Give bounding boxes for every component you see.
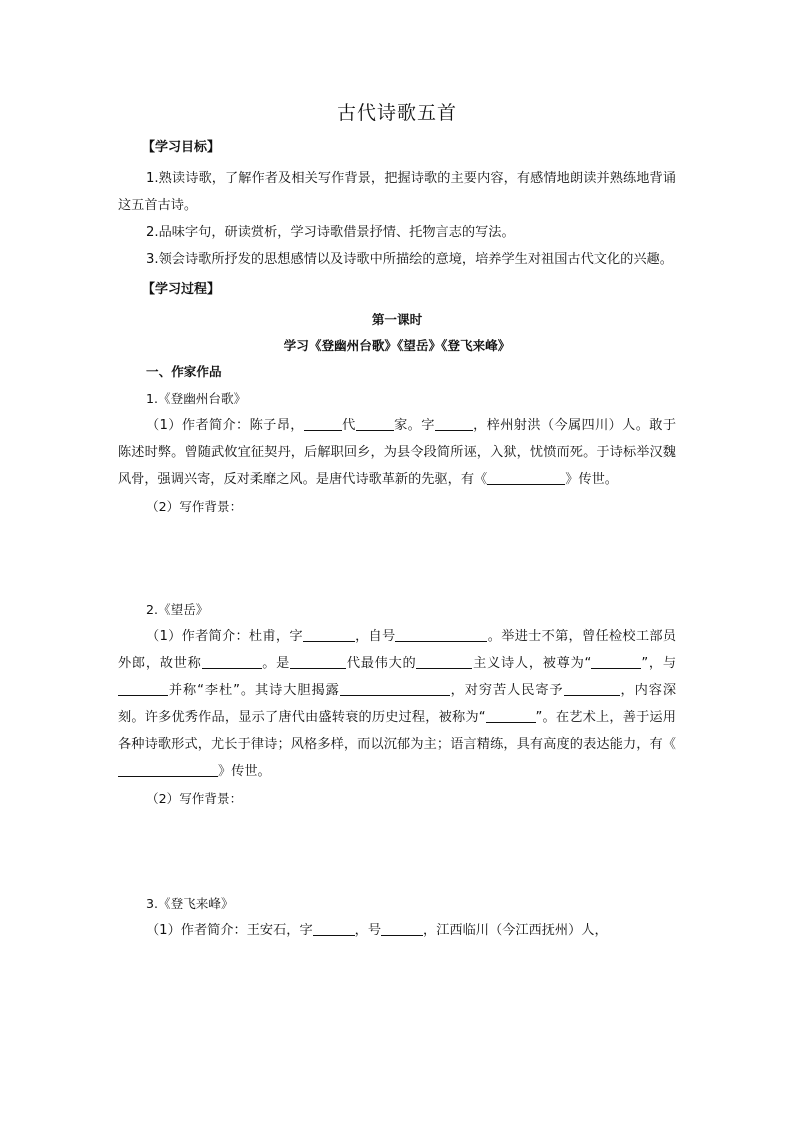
- fill-blank[interactable]: [304, 416, 342, 431]
- poem2-title: 2.《望岳》: [146, 602, 209, 617]
- text-segment: 代最伟大的: [346, 656, 417, 671]
- poem3-title: 3.《登飞来峰》: [146, 896, 234, 911]
- goal-1: 1.熟读诗歌，了解作者及相关写作背景，把握诗歌的主要内容，有感情地朗读并熟练地背诵这五首古诗。: [118, 171, 676, 213]
- fill-blank[interactable]: [118, 762, 218, 777]
- text-segment: （1）作者简介：杜甫，字: [146, 629, 303, 644]
- poem2-author-intro: [118, 623, 676, 785]
- text-segment: ，内容深刻。许多优秀作品，显示了唐代由盛转衰的历史过程，被称为“: [118, 683, 677, 725]
- fill-blank[interactable]: [202, 654, 262, 669]
- fill-blank[interactable]: [313, 921, 355, 936]
- answer-space: [118, 520, 676, 596]
- text-segment: 主义诗人，被尊为“: [472, 656, 592, 671]
- text-segment: ，江西临川（今江西抚州）人，: [423, 923, 608, 938]
- text-segment: （1）作者简介：王安石，字: [146, 923, 313, 938]
- goals-heading: 【学习目标】: [142, 140, 221, 155]
- text-segment: 》传世。: [565, 472, 618, 487]
- text-segment: 》传世。: [218, 764, 271, 779]
- poem2-background: （2）写作背景：: [146, 791, 243, 806]
- fill-blank[interactable]: [416, 654, 472, 669]
- fill-blank[interactable]: [564, 681, 620, 696]
- lesson-title: 第一课时: [371, 312, 423, 327]
- fill-blank[interactable]: [290, 654, 346, 669]
- text-segment: ”，与: [641, 656, 677, 671]
- fill-blank[interactable]: [381, 921, 423, 936]
- poem1-title: 1.《登幽州台歌》: [146, 391, 247, 406]
- text-segment: 家。字: [393, 418, 435, 433]
- text-segment: 。举进士不第，曾任检校工部员外郎，故世称: [118, 629, 677, 671]
- text-segment: ”。在艺术上，善于运用各种诗歌形式，尤长于律诗；风格多样，而以沉郁为主；语言精练，具有高度的表达能力，有《: [118, 710, 676, 752]
- text-segment: 并称“李杜”。其诗大胆揭露: [168, 683, 340, 698]
- goal-2: 2.品味字句，研读赏析，学习诗歌借景抒情、托物言志的写法。: [146, 225, 515, 240]
- poem1-author-intro: [118, 412, 676, 493]
- text-segment: （1）作者简介：陈子昂，: [146, 418, 304, 433]
- text-segment: ，号: [354, 923, 382, 938]
- poem3-author-intro: [118, 917, 676, 944]
- text-segment: ，自号: [354, 629, 396, 644]
- fill-blank[interactable]: [487, 470, 565, 485]
- fill-blank[interactable]: [395, 627, 487, 642]
- lesson-subtitle: 学习《登幽州台歌》《望岳》《登飞来峰》: [283, 338, 511, 353]
- poem1-background: （2）写作背景：: [146, 499, 243, 514]
- fill-blank[interactable]: [356, 416, 394, 431]
- fill-blank[interactable]: [435, 416, 473, 431]
- text-segment: ，对穷苦人民寄予: [449, 683, 564, 698]
- page-title: 古代诗歌五首: [336, 102, 457, 124]
- fill-blank[interactable]: [340, 681, 450, 696]
- fill-blank[interactable]: [486, 708, 536, 723]
- document-content: [118, 98, 676, 944]
- fill-blank[interactable]: [591, 654, 641, 669]
- goal-3: 3.领会诗歌所抒发的思想感情以及诗歌中所描绘的意境，培养学生对祖国古代文化的兴趣。: [146, 252, 673, 267]
- fill-blank[interactable]: [118, 681, 168, 696]
- process-heading: 【学习过程】: [142, 282, 221, 297]
- answer-space: [118, 812, 676, 890]
- text-segment: ，梓州射洪（今属四川）人。敢于陈述时弊。曾随武攸宜征契丹，后解职回乡，为县令段简所诬，入狱，忧愤而死。于诗标举汉魏风骨，强调兴寄，反对柔靡之风。是唐代诗歌革新的先驱，有《: [118, 418, 677, 487]
- text-segment: 代: [341, 418, 356, 433]
- section-authors-works: 一、作家作品: [146, 364, 222, 379]
- text-segment: 。是: [261, 656, 291, 671]
- fill-blank[interactable]: [303, 627, 355, 642]
